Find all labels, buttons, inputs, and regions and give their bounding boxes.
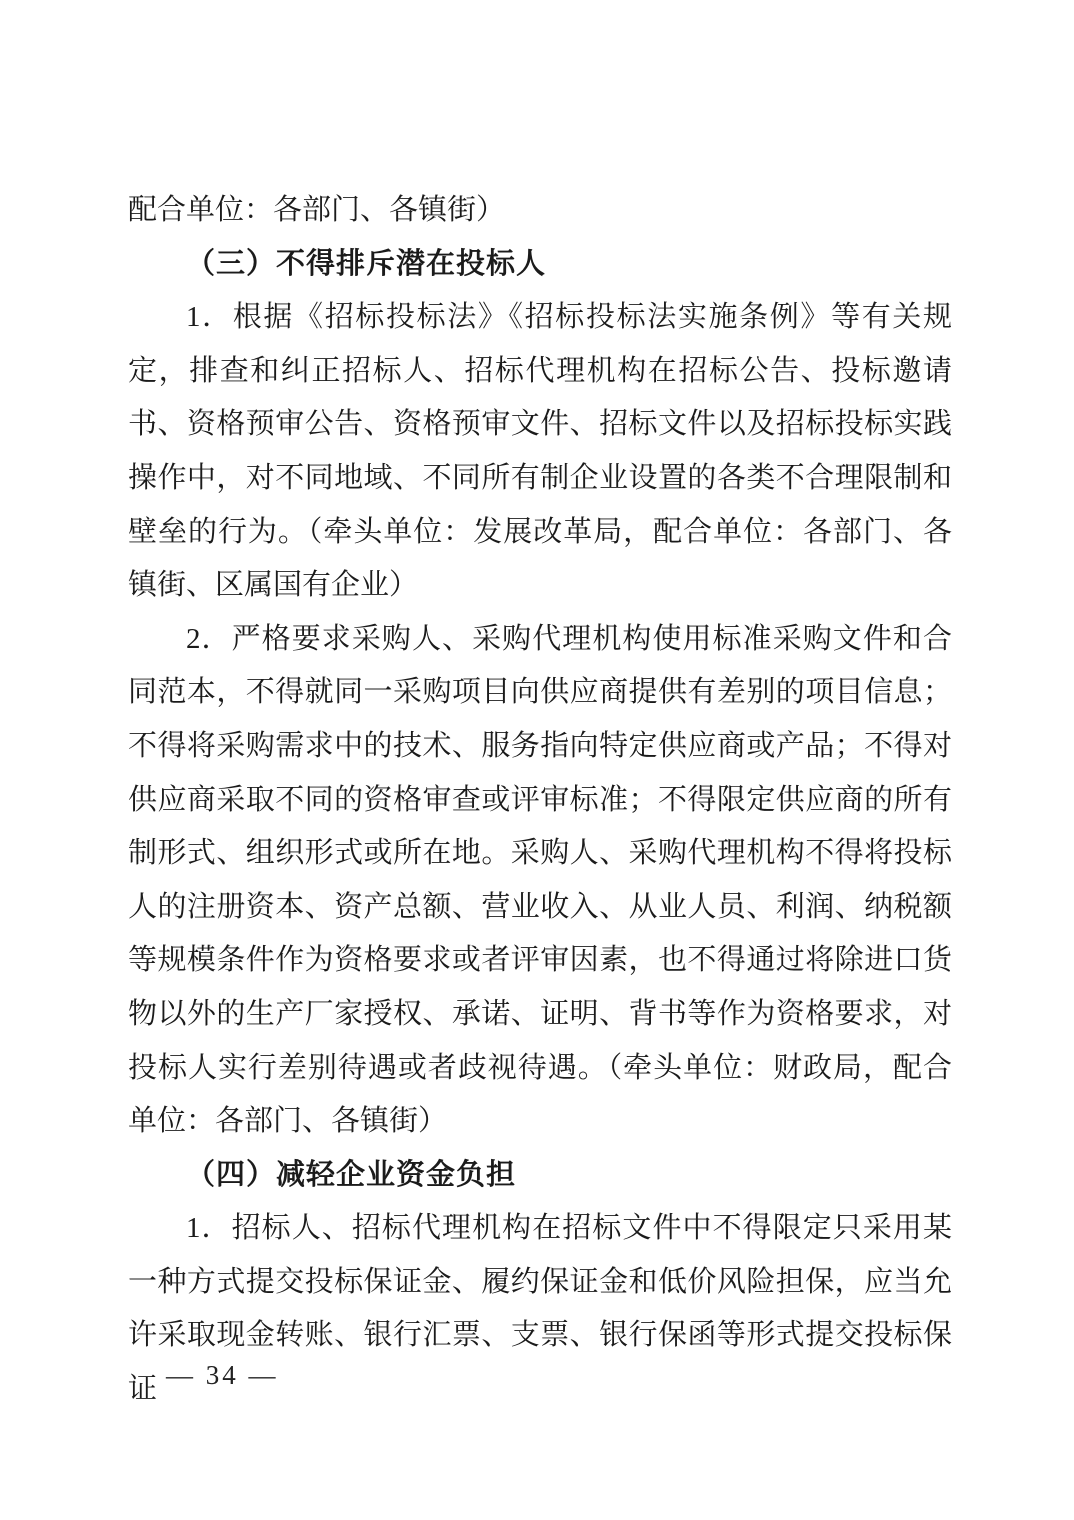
paragraph-item-2-section-three: 2．严格要求采购人、采购代理机构使用标准采购文件和合同范本，不得就同一采购项目向供应商提供有差别的项目信息；不得将采购需求中的技术、服务指向特定供应商或产品；不得对供应商采取不同的资格审查或评审标准；不得限定供应商的所有制形式、组织形式或所在地。采购人、采购代理机构不得将投标人的注册资本、资产总额、营业收入、从业人员、利润、纳税额等规模条件作为资格要求或者评审因素，也不得通过将除进口货物以外的生产厂家授权、承诺、证明、背书等作为资格要求，对投标人实行差别待遇或者歧视待遇。（牵头单位：财政局，配合单位：各部门、各镇街） [128, 622, 952, 1138]
section-heading-three: （三）不得排斥潜在投标人 [186, 247, 547, 280]
page-number-text: — 34 — [166, 1360, 279, 1390]
paragraph-item-1-section-three: 1．根据《招标投标法》《招标投标法实施条例》等有关规定，排查和纠正招标人、招标代理机构在招标公告、投标邀请书、资格预审公告、资格预审文件、招标文件以及招标投标实践操作中，对不同地域、不同所有制企业设置的各类不合理限制和壁垒的行为。（牵头单位：发展改革局，配合单位：各部门、各镇街、区属国有企业） [128, 301, 952, 602]
paragraph-item-1-section-four: 1．招标人、招标代理机构在招标文件中不得限定只采用某一种方式提交投标保证金、履约保证金和低价风险担保，应当允许采取现金转账、银行汇票、支票、银行保函等形式提交投标保证 [128, 1212, 952, 1406]
paragraph-continuation: 配合单位：各部门、各镇街） [128, 194, 506, 226]
page-number [166, 1360, 279, 1391]
section-heading-four: （四）减轻企业资金负担 [186, 1158, 517, 1191]
document-body [128, 184, 952, 1417]
